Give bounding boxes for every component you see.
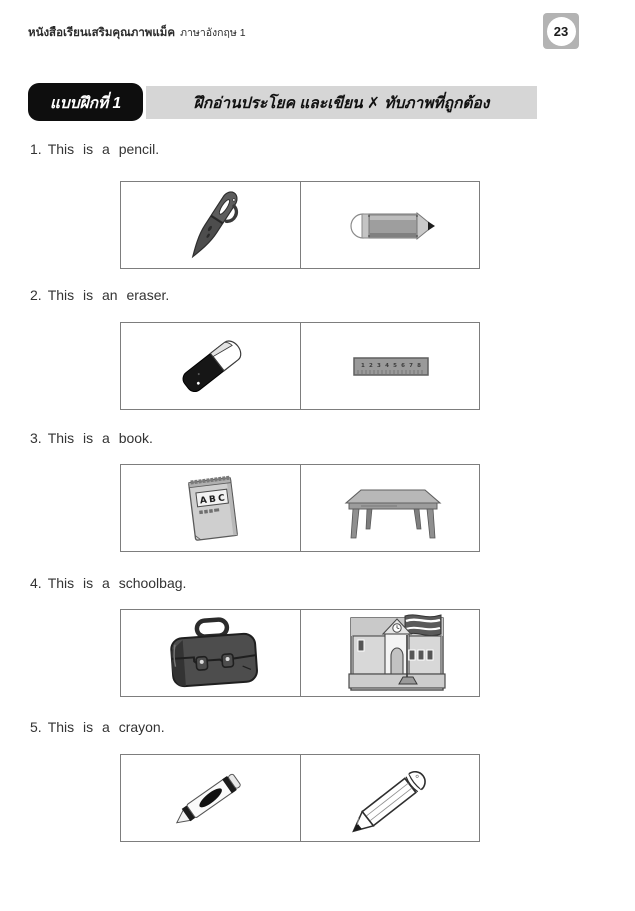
school-building-icon: [301, 610, 479, 696]
ruler-icon: [301, 323, 479, 409]
item-5-right-cell: [300, 755, 480, 841]
item-4-left-cell: [121, 610, 300, 696]
item-1-left-cell: [121, 182, 300, 268]
crayon-icon: [121, 755, 299, 841]
exercise-instruction: ฝึกอ่านประโยค และเขียน ✗ ทับภาพที่ถูกต้อง: [146, 86, 537, 119]
item-number: 3.: [30, 430, 42, 446]
sentence-text: This is a pencil.: [47, 141, 160, 157]
item-1-right-cell: [300, 182, 480, 268]
item-number: 5.: [30, 719, 42, 735]
item-4-sentence: [30, 575, 186, 591]
item-1-sentence: [30, 141, 159, 157]
series-title: หนังสือเรียนเสริม: [28, 27, 113, 39]
item-3-right-cell: [300, 465, 480, 551]
exercise-number-pill: แบบฝึกที่ 1: [28, 83, 143, 121]
book-cover-label: A B C: [199, 493, 226, 507]
exercise-header: [0, 83, 635, 121]
page-number-badge: [543, 13, 579, 49]
pencil-icon: [301, 755, 479, 841]
pen-icon: [121, 182, 299, 268]
running-head: [28, 24, 246, 42]
item-3-sentence: [30, 430, 153, 446]
item-5-picture-table: [120, 754, 480, 842]
item-5-sentence: [30, 719, 165, 735]
page-number: 23: [547, 17, 576, 46]
book-icon: [121, 465, 299, 551]
item-5-left-cell: [121, 755, 300, 841]
schoolbag-icon: [121, 610, 299, 696]
subject-label: ภาษาอังกฤษ 1: [180, 27, 246, 39]
item-4-picture-table: [120, 609, 480, 697]
series-title-bold: คุณภาพแม็ค: [112, 27, 176, 39]
item-4-right-cell: [300, 610, 480, 696]
eraser-icon: [121, 323, 299, 409]
table-icon: [301, 465, 479, 551]
item-1-picture-table: [120, 181, 480, 269]
ruler-numbers: 1 2 3 4 5 6 7 8: [360, 363, 421, 369]
item-3-left-cell: [121, 465, 300, 551]
item-3-picture-table: [120, 464, 480, 552]
item-number: 1.: [30, 141, 42, 157]
item-2-right-cell: [300, 323, 480, 409]
item-2-sentence: [30, 287, 169, 303]
item-number: 4.: [30, 575, 42, 591]
sentence-text: This is a book.: [47, 430, 153, 446]
item-2-picture-table: [120, 322, 480, 410]
sentence-text: This is an eraser.: [47, 287, 170, 303]
sentence-text: This is a crayon.: [47, 719, 165, 735]
item-number: 2.: [30, 287, 42, 303]
item-2-left-cell: [121, 323, 300, 409]
sentence-text: This is a schoolbag.: [47, 575, 187, 591]
pencil-icon: [301, 182, 479, 268]
